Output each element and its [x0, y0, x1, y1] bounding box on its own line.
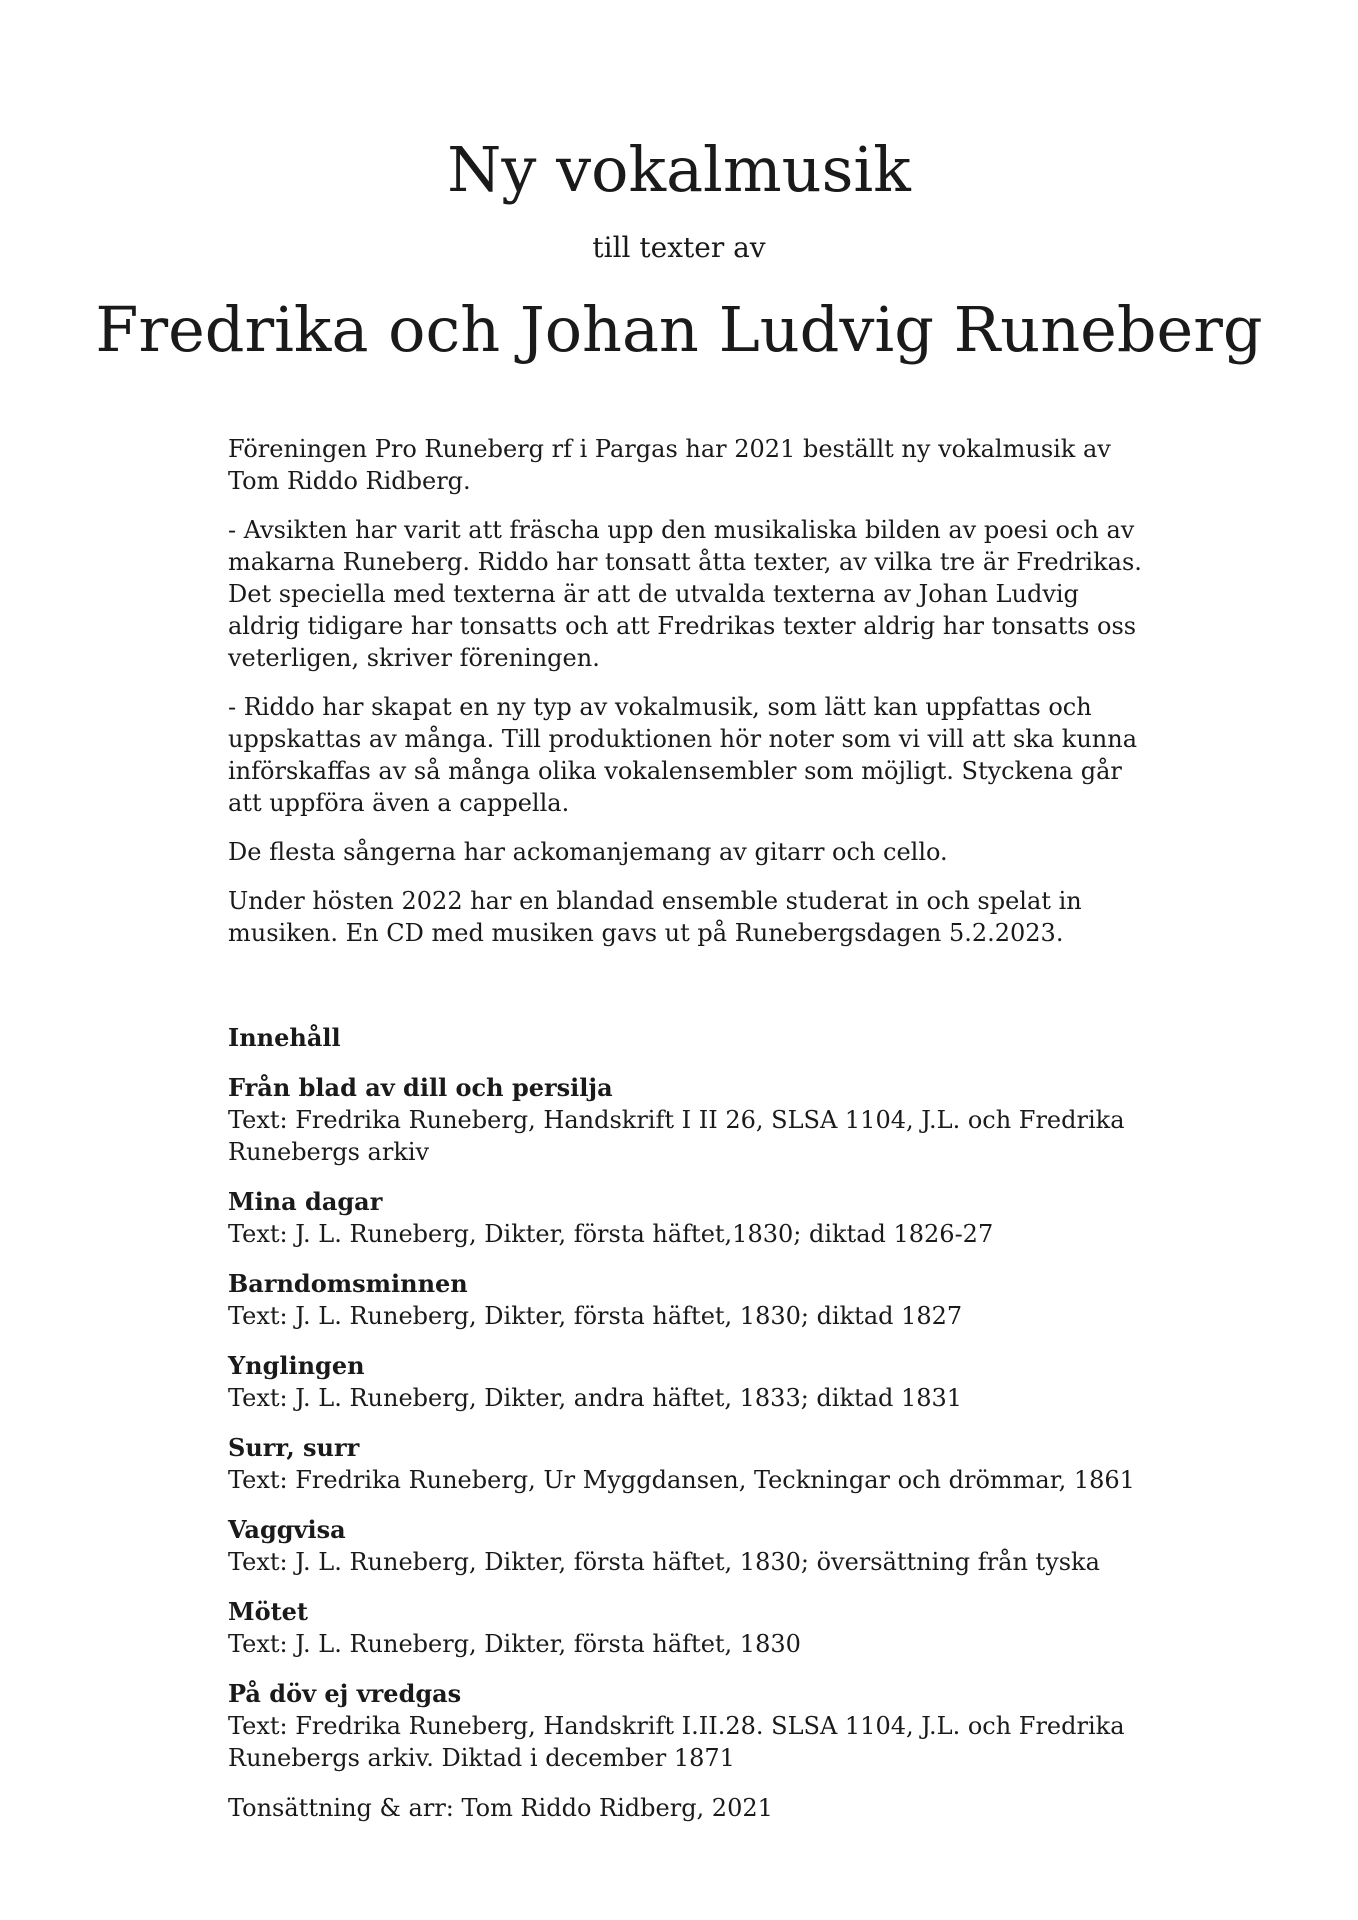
song-entry: [228, 1072, 1168, 1168]
song-source: Text: Fredrika Runeberg, Handskrift I II 26, SLSA 1104, J.L. och Fredrika Runebergs arkiv: [228, 1106, 1125, 1166]
song-title: Vaggvisa: [228, 1515, 346, 1544]
intro-paragraph: De flesta sångerna har ackomanjemang av gitarr och cello.: [228, 838, 948, 866]
page-subtitle: till texter av: [592, 231, 766, 264]
song-source: Text: J. L. Runeberg, Dikter, första häftet, 1830: [228, 1630, 801, 1658]
song-source: Text: J. L. Runeberg, Dikter, första häftet, 1830; översättning från tyska: [228, 1548, 1100, 1576]
song-entry: [228, 1350, 1168, 1414]
song-entry: [228, 1514, 1168, 1578]
intro-paragraph: Under hösten 2022 har en blandad ensemble studerat in och spelat in musiken. En CD med musiken gavs ut på Runebergsdagen 5.2.2023.: [228, 887, 1082, 947]
authors-heading: Fredrika och Johan Ludvig Runeberg: [95, 293, 1263, 366]
page-title: Ny vokalmusik: [447, 133, 911, 206]
song-entry: [228, 1596, 1168, 1660]
song-source: Text: J. L. Runeberg, Dikter, första häftet, 1830; diktad 1827: [228, 1302, 963, 1330]
song-entry: [228, 1268, 1168, 1332]
arrangement-credit: Tonsättning & arr: Tom Riddo Ridberg, 2021: [228, 1794, 773, 1822]
song-title: Från blad av dill och persilja: [228, 1073, 613, 1102]
song-title: Mina dagar: [228, 1187, 383, 1216]
song-title: Ynglingen: [228, 1351, 365, 1380]
song-entry: [228, 1432, 1168, 1496]
song-source: Text: Fredrika Runeberg, Handskrift I.II.28. SLSA 1104, J.L. och Fredrika Runebergs arkiv. Diktad i december 1871: [228, 1712, 1125, 1772]
song-source: Text: Fredrika Runeberg, Ur Myggdansen, Teckningar och drömmar, 1861: [228, 1466, 1135, 1494]
intro-paragraph: - Riddo har skapat en ny typ av vokalmusik, som lätt kan uppfattas och uppskattas av många. Till produktionen hör noter som vi vill att ska kunna införskaffas av så många olika vokalensembler som möjligt. Styckena går att uppföra även a cappella.: [228, 693, 1138, 817]
song-entry: [228, 1678, 1168, 1774]
intro-body: [228, 433, 1148, 966]
intro-paragraph: Föreningen Pro Runeberg rf i Pargas har 2021 beställt ny vokalmusik av Tom Riddo Ridberg.: [228, 435, 1111, 495]
song-title: Barndomsminnen: [228, 1269, 468, 1298]
song-title: Surr, surr: [228, 1433, 360, 1462]
song-entry: [228, 1186, 1168, 1250]
song-title: Mötet: [228, 1597, 309, 1626]
contents-section: [228, 1022, 1168, 1824]
song-source: Text: J. L. Runeberg, Dikter, första häftet,1830; diktad 1826-27: [228, 1220, 994, 1248]
song-source: Text: J. L. Runeberg, Dikter, andra häftet, 1833; diktad 1831: [228, 1384, 963, 1412]
contents-heading: Innehåll: [228, 1023, 341, 1052]
song-title: På döv ej vredgas: [228, 1679, 462, 1708]
intro-paragraph: - Avsikten har varit att fräscha upp den musikaliska bilden av poesi och av makarna Runeberg. Riddo har tonsatt åtta texter, av vilka tre är Fredrikas. Det speciella med texterna är att de utvalda texterna av Johan Ludvig aldrig tidigare har tonsatts och att Fredrikas texter aldrig har tonsatts oss veterligen, skriver föreningen.: [228, 516, 1142, 672]
